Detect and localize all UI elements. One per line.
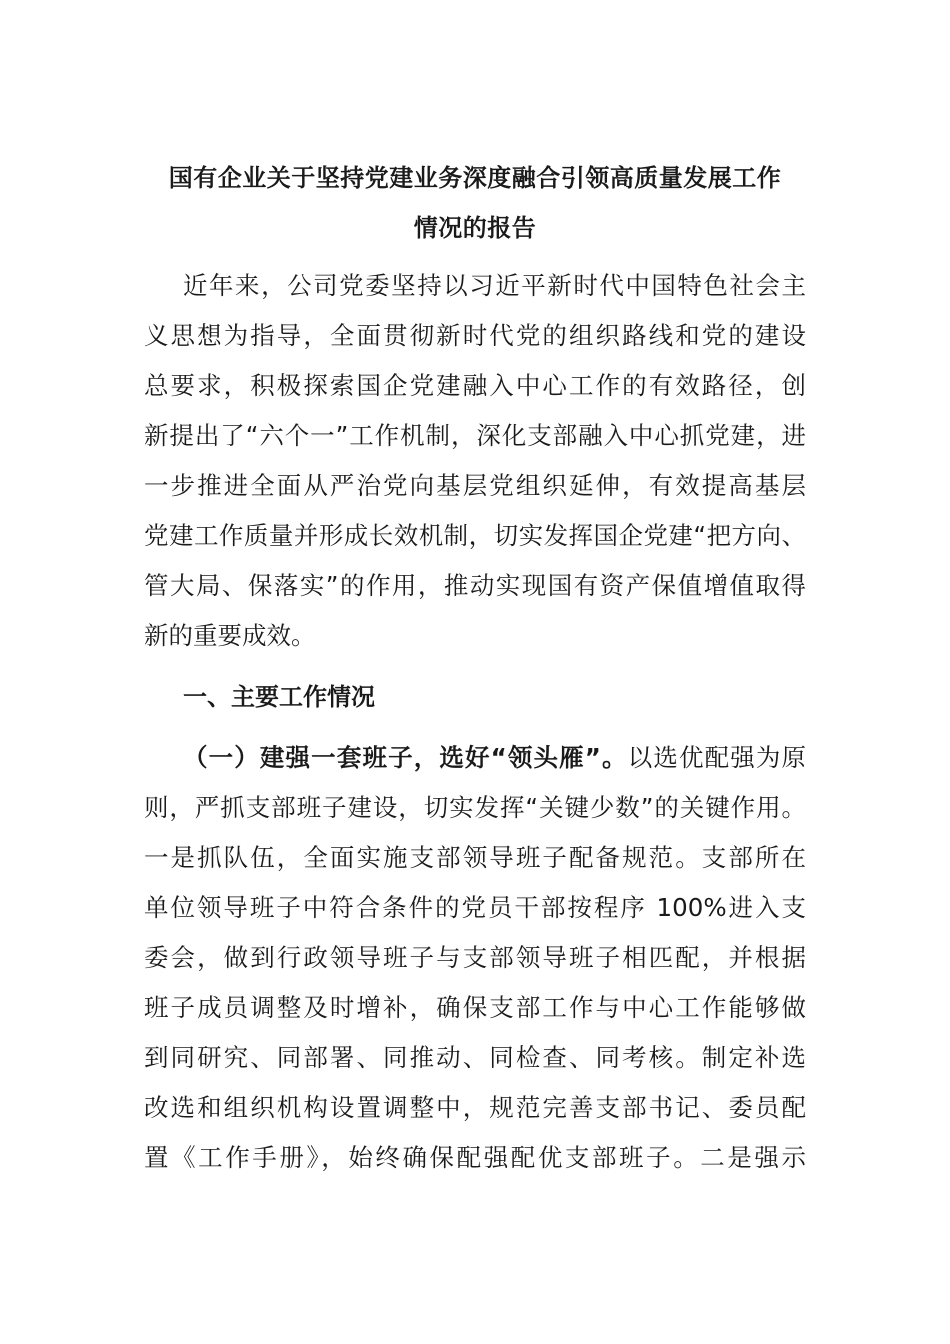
paragraph-1-line: 一步推进全面从严治党向基层党组织延伸，有效提高基层 xyxy=(144,471,806,500)
document-title-line-1: 国有企业关于坚持党建业务深度融合引领高质量发展工作 xyxy=(168,164,782,192)
subsection-1-first-line xyxy=(183,741,806,775)
document-title-line-2: 情况的报告 xyxy=(413,214,537,242)
subsection-1-text: 以选优配强为原 xyxy=(627,743,807,772)
paragraph-1-line: 新的重要成效。 xyxy=(144,621,316,650)
paragraph-1-line: 管大局、保落实”的作用，推动实现国有资产保值增值取得 xyxy=(144,571,806,600)
subsection-1-title: （一）建强一套班子，选好“领头雁”。 xyxy=(183,743,628,772)
paragraph-2-line: 改选和组织机构设置调整中，规范完善支部书记、委员配 xyxy=(144,1093,806,1122)
paragraph-2-line: 置《工作手册》，始终确保配强配优支部班子。二是强示 xyxy=(144,1143,806,1172)
paragraph-2-line: 单位领导班子中符合条件的党员干部按程序 100%进入支 xyxy=(144,893,806,922)
section-heading: 一、主要工作情况 xyxy=(183,683,375,711)
paragraph-2-line: 班子成员调整及时增补，确保支部工作与中心工作能够做 xyxy=(144,993,806,1022)
paragraph-1-line: 总要求，积极探索国企党建融入中心工作的有效路径，创 xyxy=(144,371,806,400)
paragraph-1-line: 义思想为指导，全面贯彻新时代党的组织路线和党的建设 xyxy=(144,321,806,350)
paragraph-2-line: 到同研究、同部署、同推动、同检查、同考核。制定补选 xyxy=(144,1043,806,1072)
paragraph-1-line: 近年来，公司党委坚持以习近平新时代中国特色社会主 xyxy=(183,271,806,300)
paragraph-2-line: 委会，做到行政领导班子与支部领导班子相匹配，并根据 xyxy=(144,943,806,972)
paragraph-1-line: 党建工作质量并形成长效机制，切实发挥国企党建“把方向、 xyxy=(144,521,806,550)
paragraph-2-line: 一是抓队伍，全面实施支部领导班子配备规范。支部所在 xyxy=(144,843,806,872)
paragraph-1-line: 新提出了“六个一”工作机制，深化支部融入中心抓党建，进 xyxy=(144,421,806,450)
paragraph-2-line: 则，严抓支部班子建设，切实发挥“关键少数”的关键作用。 xyxy=(144,793,806,822)
